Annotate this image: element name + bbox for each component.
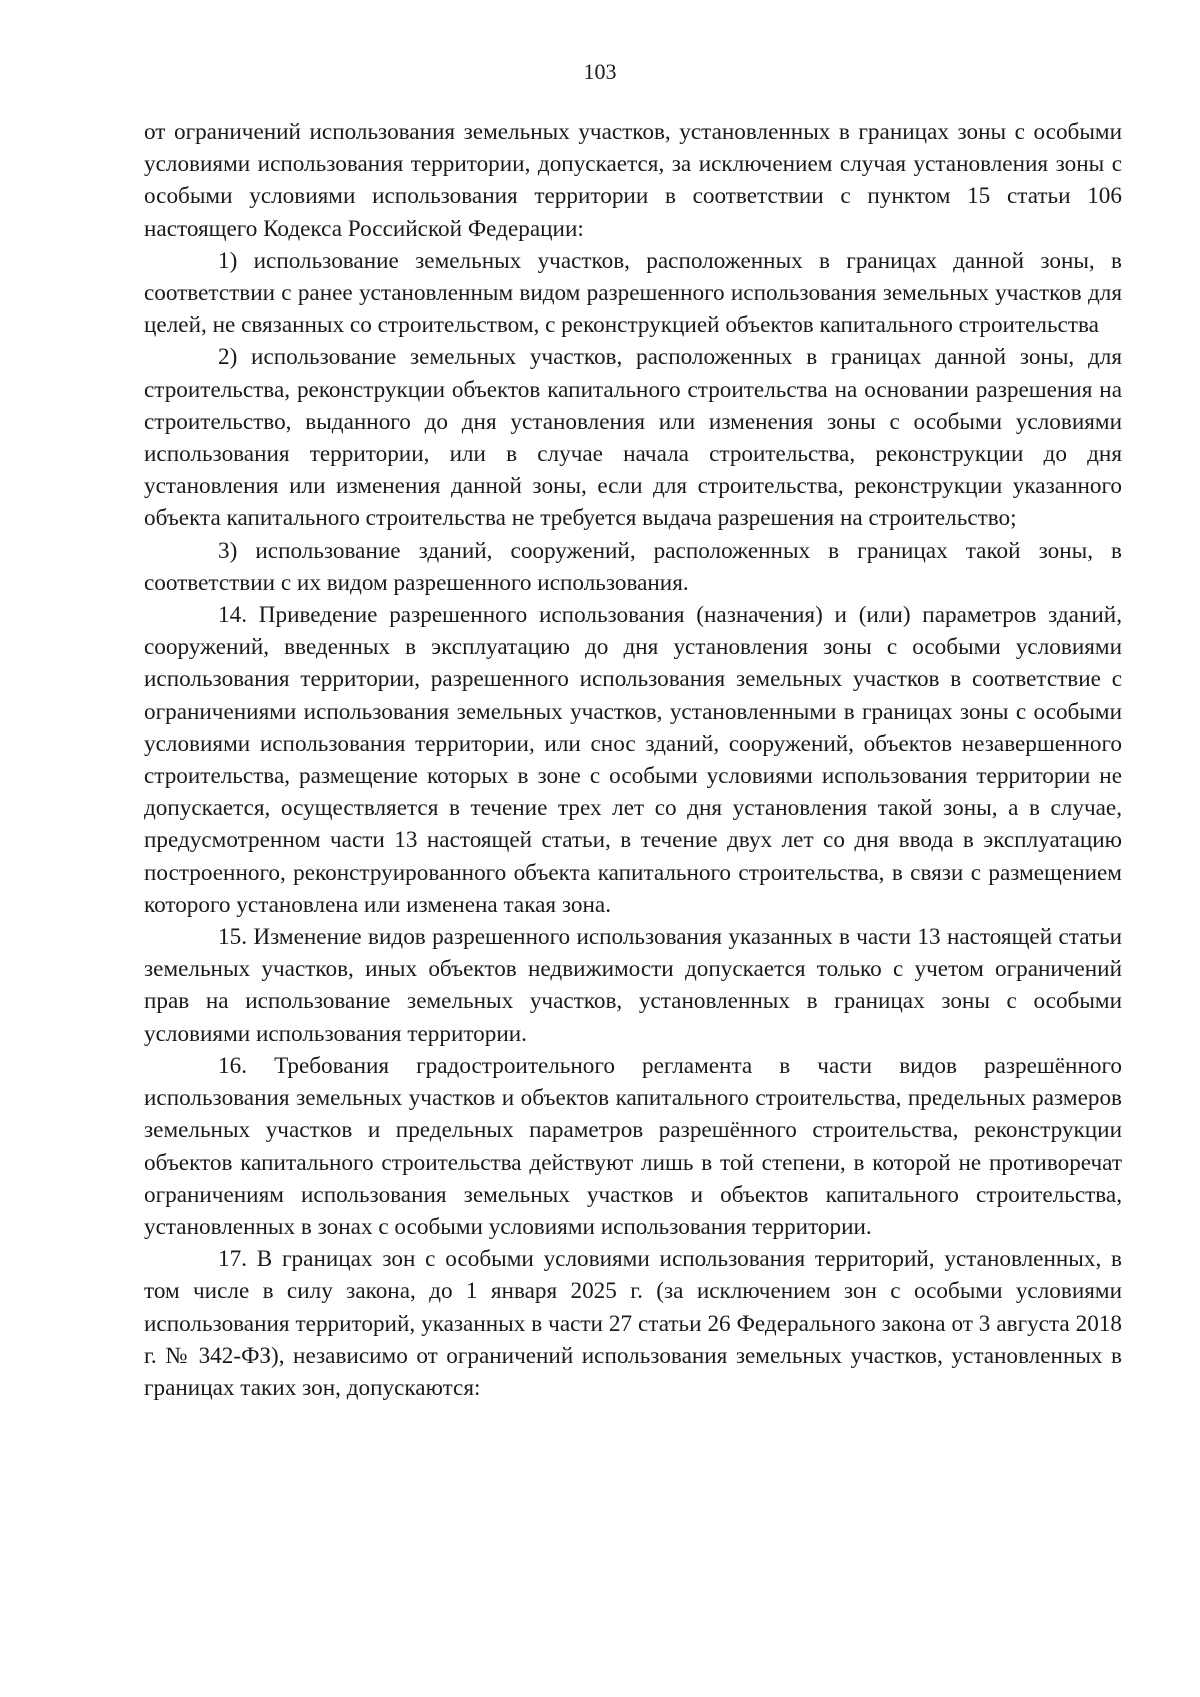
paragraph-15: 15. Изменение видов разрешенного использования указанных в части 13 настоящей статьи земельных участков, иных объектов недвижимости допускается только с учетом ограничений прав на использование земельных участков, установленных в границах зоны с особыми условиями использования территории. bbox=[144, 924, 1122, 1047]
list-item-1: 1) использование земельных участков, расположенных в границах данной зоны, в соответствии с ранее установленным видом разрешенного использования земельных участков для целей, не связанных со строительством, с реконструкцией объектов капитального строительства bbox=[144, 247, 1122, 339]
list-item-3: 3) использование зданий, сооружений, расположенных в границах такой зоны, в соответствии с их видом разрешенного использования. bbox=[144, 537, 1122, 596]
list-item-2: 2) использование земельных участков, расположенных в границах данной зоны, для строительства, реконструкции объектов капитального строительства на основании разрешения на строительство, выданного до дня установления или изменения зоны с особыми условиями использования территории, или в случае начала строительства, реконструкции до дня установления или изменения данной зоны, если для строительства, реконструкции указанного объекта капитального строительства не требуется выдача разрешения на строительство; bbox=[144, 344, 1122, 532]
paragraph-17: 17. В границах зон с особыми условиями использования территорий, установленных, в том числе в силу закона, до 1 января 2025 г. (за исключением зон с особыми условиями использования территорий, указанных в части 27 статьи 26 Федерального закона от 3 августа 2018 г. № 342-ФЗ), независимо от ограничений использования земельных участков, установленных в границах таких зон, допускаются: bbox=[144, 1246, 1122, 1401]
page-number: 103 bbox=[583, 59, 617, 84]
paragraph-continuation: от ограничений использования земельных участков, установленных в границах зоны с особыми условиями использования территории, допускается, за исключением случая установления зоны с особыми условиями использования территории в соответствии с пунктом 15 статьи 106 настоящего Кодекса Российской Федерации: bbox=[144, 119, 1122, 242]
document-body bbox=[144, 116, 1122, 1404]
paragraph-14: 14. Приведение разрешенного использования (назначения) и (или) параметров зданий, сооружений, введенных в эксплуатацию до дня установления зоны с особыми условиями использования территории, разрешенного использования земельных участков в соответствие с ограничениями использования земельных участков, установленными в границах зоны с особыми условиями использования территории, или снос зданий, сооружений, объектов незавершенного строительства, размещение которых в зоне с особыми условиями использования территории не допускается, осуществляется в течение трех лет со дня установления такой зоны, а в случае, предусмотренном части 13 настоящей статьи, в течение двух лет со дня ввода в эксплуатацию построенного, реконструированного объекта капитального строительства, в связи с размещением которого установлена или изменена такая зона. bbox=[144, 602, 1122, 918]
paragraph-16: 16. Требования градостроительного регламента в части видов разрешённого использования земельных участков и объектов капитального строительства, предельных размеров земельных участков и предельных параметров разрешённого строительства, реконструкции объектов капитального строительства действуют лишь в той степени, в которой не противоречат ограничениям использования земельных участков и объектов капитального строительства, установленных в зонах с особыми условиями использования территории. bbox=[144, 1052, 1122, 1240]
